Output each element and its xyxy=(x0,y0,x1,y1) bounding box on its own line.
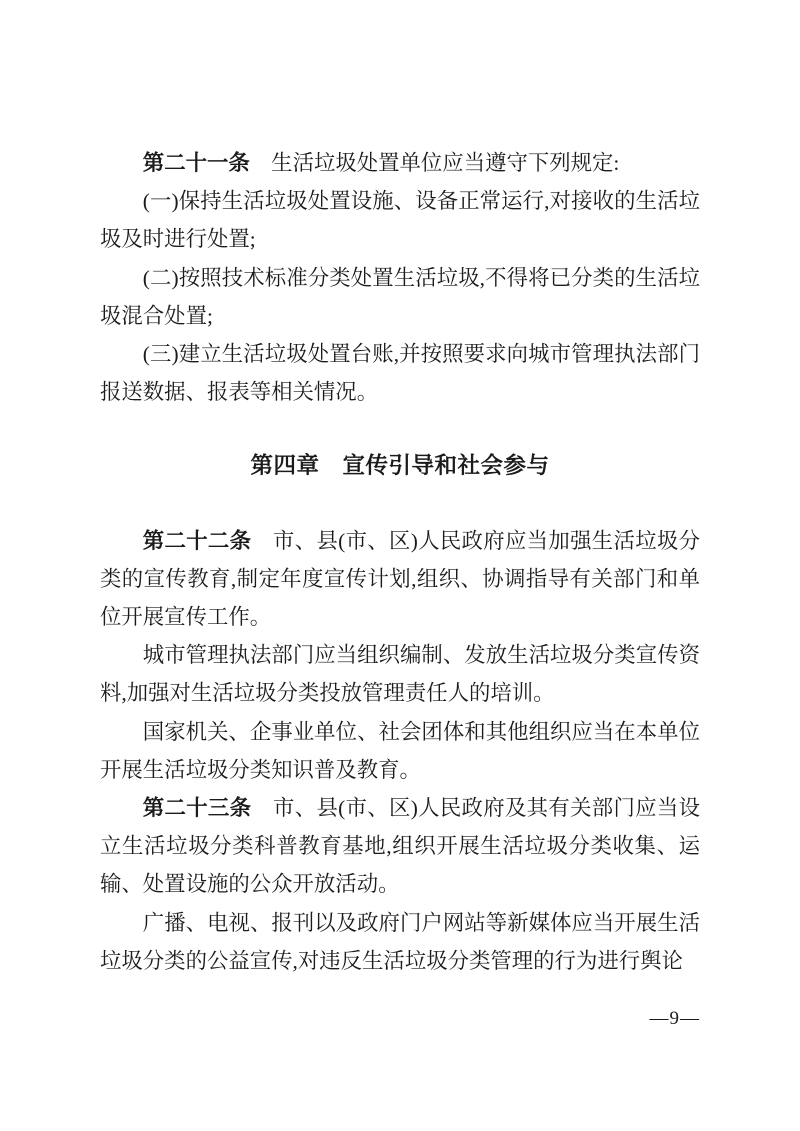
document-body xyxy=(100,144,700,980)
article-number: 第二十一条 xyxy=(142,151,250,175)
article-number: 第二十三条 xyxy=(142,796,252,821)
article-paragraph xyxy=(100,522,700,637)
body-paragraph xyxy=(100,182,700,258)
paragraph-text: (一)保持生活垃圾处置设施、设备正常运行,对接收的生活垃圾及时进行处置; xyxy=(100,189,700,252)
paragraph-text: 市、县(市、区)人民政府应当加强生活垃圾分类的宣传教育,制定年度宣传计划,组织、协调指导有关部门和单位开展宣传工作。 xyxy=(100,528,700,630)
paragraph-text: 市、县(市、区)人民政府及其有关部门应当设立生活垃圾分类科普教育基地,组织开展生活垃圾分类收集、运输、处置设施的公众开放活动。 xyxy=(100,796,700,897)
chapter-heading xyxy=(100,447,700,485)
paragraph-text: (三)建立生活垃圾处置台账,并按照要求向城市管理执法部门报送数据、报表等相关情况。 xyxy=(100,342,700,405)
paragraph-text: 广播、电视、报刊以及政府门户网站等新媒体应当开展生活垃圾分类的公益宣传,对违反生活垃圾分类管理的行为进行舆论 xyxy=(100,910,700,973)
chapter-number: 第四章 xyxy=(250,453,320,479)
body-paragraph xyxy=(100,259,700,335)
paragraph-text: (二)按照技术标准分类处置生活垃圾,不得将已分类的生活垃圾混合处置; xyxy=(100,265,700,328)
page-number: —9— xyxy=(649,1008,700,1029)
article-paragraph xyxy=(100,144,700,182)
body-paragraph xyxy=(100,713,700,789)
paragraph-text: 城市管理执法部门应当组织编制、发放生活垃圾分类宣传资料,加强对生活垃圾分类投放管理责任人的培训。 xyxy=(100,643,700,706)
body-paragraph xyxy=(100,904,700,980)
body-paragraph xyxy=(100,335,700,411)
body-paragraph xyxy=(100,636,700,712)
paragraph-text: 国家机关、企事业单位、社会团体和其他组织应当在本单位开展生活垃圾分类知识普及教育。 xyxy=(100,719,700,782)
article-paragraph xyxy=(100,789,700,904)
paragraph-text: 生活垃圾处置单位应当遵守下列规定: xyxy=(271,151,620,175)
chapter-title: 宣传引导和社会参与 xyxy=(342,453,550,479)
article-number: 第二十二条 xyxy=(142,528,252,553)
